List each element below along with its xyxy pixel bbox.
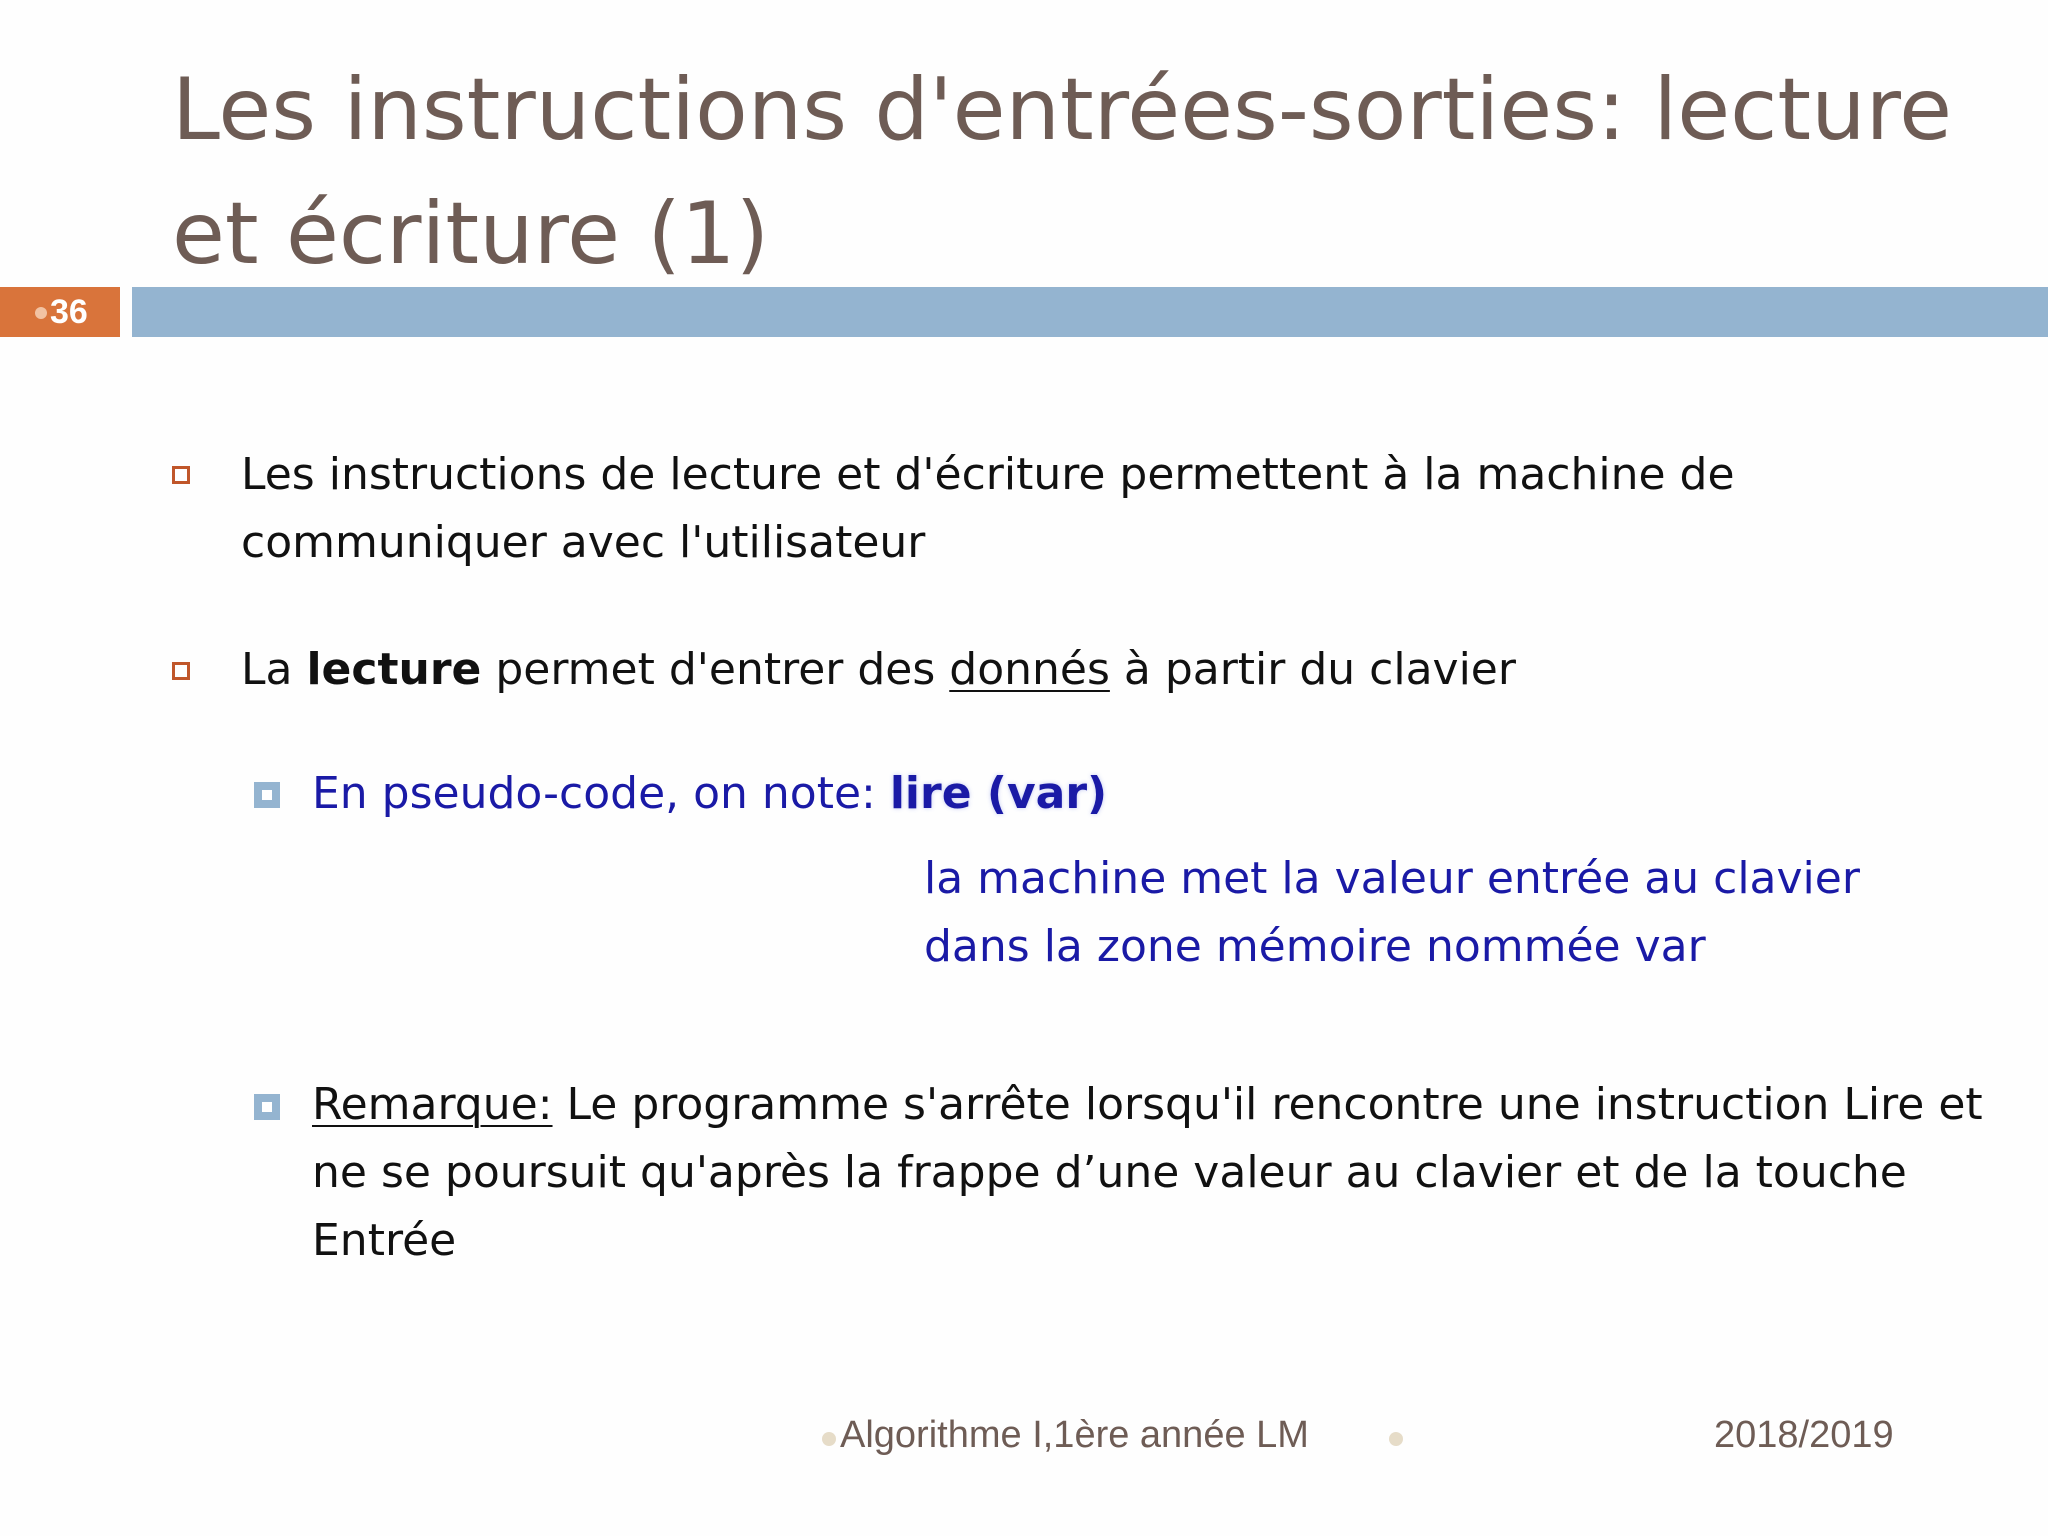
title-underline-bar: [132, 287, 2048, 337]
pseudo-code-prefix: En pseudo-code, on note:: [312, 768, 890, 819]
b2-suffix: à partir du clavier: [1109, 644, 1516, 695]
footer-year: 2018/2019: [1714, 1414, 1894, 1456]
b2-keyword-lecture: lecture: [306, 644, 482, 695]
page-number: 36: [50, 293, 88, 331]
square-bullet-icon: [172, 662, 190, 680]
b2-prefix: La: [241, 644, 307, 695]
footer-dot-icon: [822, 1432, 836, 1446]
slide-title: Les instructions d'entrées-sorties: lecture et écriture (1): [172, 60, 1953, 284]
pseudo-code-line: [312, 760, 1812, 828]
square-bullet-icon: [172, 466, 190, 484]
bullet-text-1: Les instructions de lecture et d'écriture permettent à la machine de communiquer avec l'utilisateur: [241, 449, 1735, 568]
pseudo-code-lire-var: lire (var): [889, 768, 1108, 819]
footer-dot-icon: [1389, 1432, 1403, 1446]
sub-square-bullet-icon: [254, 782, 280, 808]
lire-explanation: la machine met la valeur entrée au clavier dans la zone mémoire nommée var: [924, 853, 1860, 972]
remark-paragraph: [312, 1071, 2012, 1275]
sub-square-bullet-icon: [254, 1094, 280, 1120]
b2-underlined-donnes: donnés: [949, 644, 1110, 695]
footer-course: Algorithme I,1ère année LM: [840, 1414, 1309, 1456]
bullet-text-2: [241, 636, 1941, 704]
page-number-badge: [0, 287, 120, 337]
remark-label: Remarque:: [312, 1079, 553, 1130]
remark-text: Le programme s'arrête lorsqu'il rencontre une instruction Lire et ne se poursuit qu'après la frappe d’une valeur au clavier et de la touche Entrée: [312, 1079, 1983, 1266]
b2-middle: permet d'entrer des: [481, 644, 950, 695]
page-dot-icon: [35, 307, 47, 319]
